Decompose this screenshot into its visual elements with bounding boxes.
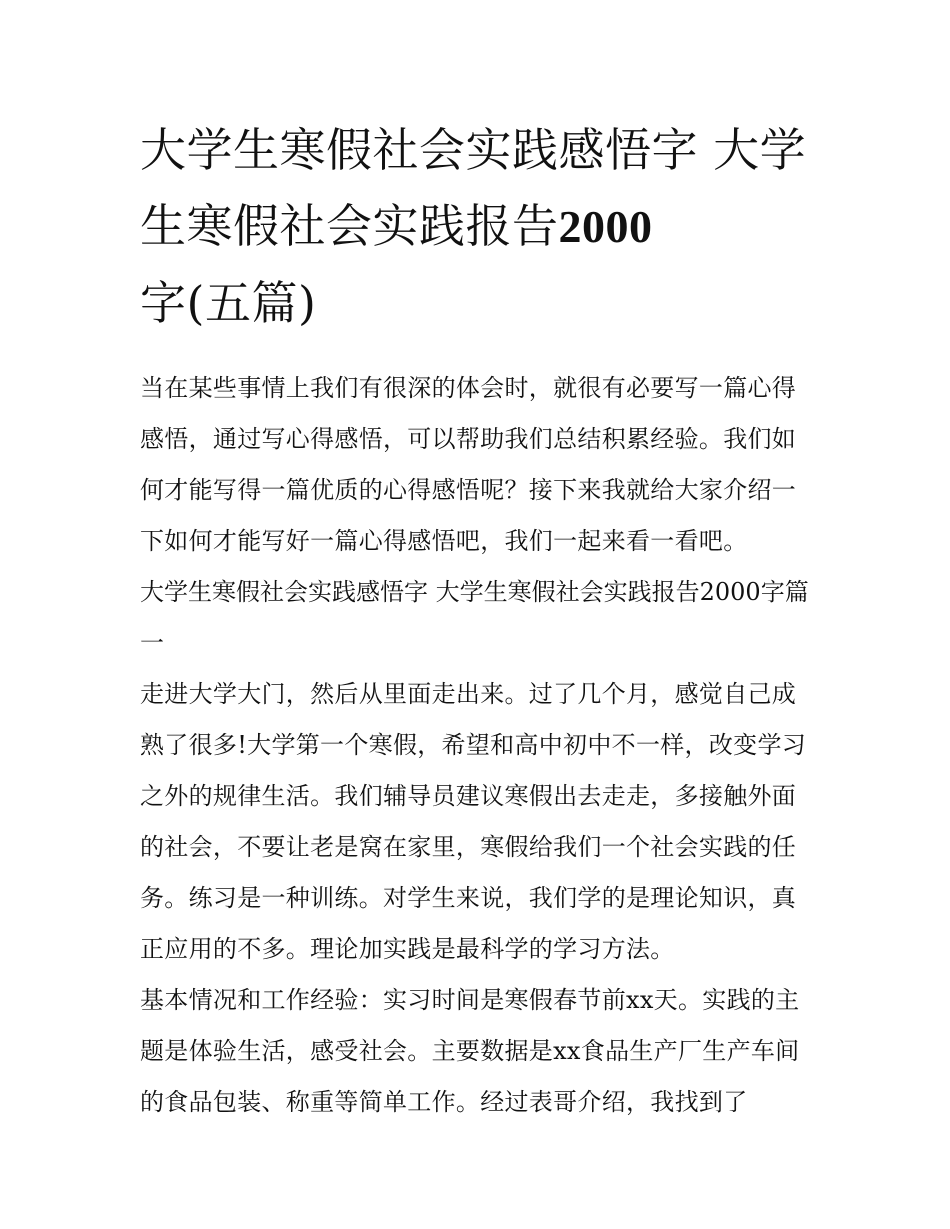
title-text-end: 字(五篇) xyxy=(140,276,317,330)
intro-paragraph: 当在某些事情上我们有很深的体会时，就很有必要写一篇心得感悟，通过写心得感悟，可以帮助我们总结积累经验。我们如何才能写得一篇优质的心得感悟呢？接下来我就给大家介绍一下如何才能写好一篇心得感悟吧，我们一起来看一看吧。 xyxy=(140,374,797,555)
section-heading: 大学生寒假社会实践感悟字 大学生寒假社会实践报告2000字篇一 xyxy=(140,578,809,657)
title-text: 大学生寒假社会实践感悟字 大学生寒假社会实践报告 xyxy=(140,123,807,253)
body-paragraph-1: 走进大学大门，然后从里面走出来。过了几个月，感觉自己成熟了很多!大学第一个寒假，希望和高中初中不一样，改变学习之外的规律生活。我们辅导员建议寒假出去走走，多接触外面的社会，不要让老是窝在家里，寒假给我们一个社会实践的任务。练习是一种训练。对学生来说，我们学的是理论知识，真正应用的不多。理论加实践是最科学的学习方法。 xyxy=(140,680,807,963)
body-paragraph-2: 基本情况和工作经验：实习时间是寒假春节前xx天。实践的主题是体验生活，感受社会。主要数据是xx食品生产厂生产车间的食品包装、称重等简单工作。经过表哥介绍，我找到了 xyxy=(140,986,800,1116)
document-page xyxy=(140,112,812,1128)
document-title xyxy=(140,112,812,341)
title-number: 2000 xyxy=(558,201,653,252)
